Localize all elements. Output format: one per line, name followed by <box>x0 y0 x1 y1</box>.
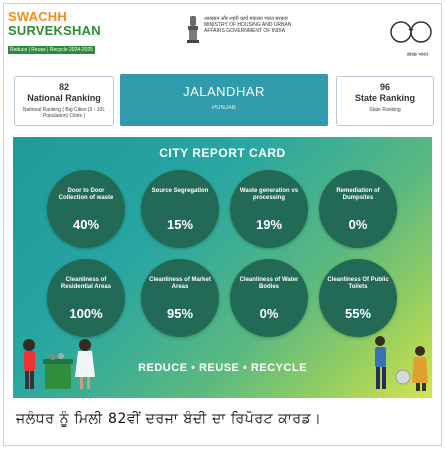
metric-value: 0% <box>259 306 279 321</box>
metric-label: Door to Door Collection of waste <box>58 188 114 201</box>
swachh-survekshan-logo <box>8 10 108 56</box>
metric-residential <box>47 259 125 337</box>
metric-label: Cleanliness Of Public Toilets <box>327 277 389 290</box>
report-title: CITY REPORT CARD <box>159 146 286 160</box>
national-ranking-number: 82 <box>58 82 69 92</box>
metric-value: 0% <box>348 217 368 232</box>
metric-water-bodies <box>230 259 308 337</box>
logo-line2: SURVEKSHAN <box>8 23 101 38</box>
national-ranking-card <box>14 76 114 126</box>
national-ranking-label: National Ranking <box>27 93 101 103</box>
metric-label: Waste generation vs processing <box>239 188 299 201</box>
ranking-row <box>4 64 441 134</box>
state-ranking-label: State Ranking <box>354 93 415 103</box>
metric-value: 19% <box>255 217 283 232</box>
ministry-text: आवासन और शहरी कार्य मंत्रालय भारत सरकार MINISTRY OF HOUSING AND URBAN AFFAIRS GOVERNMENT OF INDIA <box>204 16 292 34</box>
state-ranking-number: 96 <box>379 82 390 92</box>
metric-label: Source Segregation <box>151 188 209 194</box>
state-name: PUNJAB <box>212 105 236 111</box>
city-name: JALANDHAR <box>183 84 265 99</box>
metric-value: 55% <box>344 306 372 321</box>
metric-value: 40% <box>72 217 100 232</box>
caption-bar <box>4 404 441 444</box>
metric-label: Remediation of Dumpsites <box>336 188 380 201</box>
city-card <box>120 74 328 126</box>
metric-label: Cleanliness of Market Areas <box>149 277 211 290</box>
metric-value: 100% <box>69 306 103 321</box>
metric-market-areas <box>141 259 219 337</box>
metric-label: Cleanliness of Water Bodies <box>239 277 299 290</box>
state-ranking-sub: State Ranking <box>369 107 401 113</box>
metric-waste-processing <box>230 170 308 248</box>
metric-source-segregation <box>141 170 219 248</box>
metric-value: 15% <box>166 217 194 232</box>
metric-door-to-door <box>47 170 125 248</box>
swachh-bharat-text: स्वच्छ भारत <box>406 52 428 58</box>
people-carrying-waste-illustration <box>358 333 432 397</box>
national-ranking-sub: National Ranking ( Big Cities (3 - 10L Population) Cities ) <box>22 107 106 119</box>
state-ranking-card <box>336 76 434 126</box>
header <box>4 4 441 64</box>
city-report-card-panel <box>13 137 432 398</box>
logo-line1: SWACHH <box>8 9 67 24</box>
reduce-reuse-recycle-slogan: REDUCE • REUSE • RECYCLE <box>138 362 307 374</box>
metric-dumpsites <box>319 170 397 248</box>
metric-value: 95% <box>166 306 194 321</box>
swachh-bharat-glasses-icon <box>389 16 433 50</box>
logo-tagline: Reduce | Reuse | Recycle 2024-2025 <box>10 47 93 53</box>
metric-public-toilets <box>319 259 397 337</box>
caption-text: ਜਲੰਧਰ ਨੂੰ ਮਿਲੀ 82ਵੀਂ ਦਰਜਾ ਬੰਦੀ ਦਾ ਰਿਪੋਰਟ ਕਾਰਡ। <box>16 411 322 427</box>
metric-label: Cleanliness of Residential Areas <box>60 277 112 290</box>
national-emblem-icon <box>187 14 199 44</box>
